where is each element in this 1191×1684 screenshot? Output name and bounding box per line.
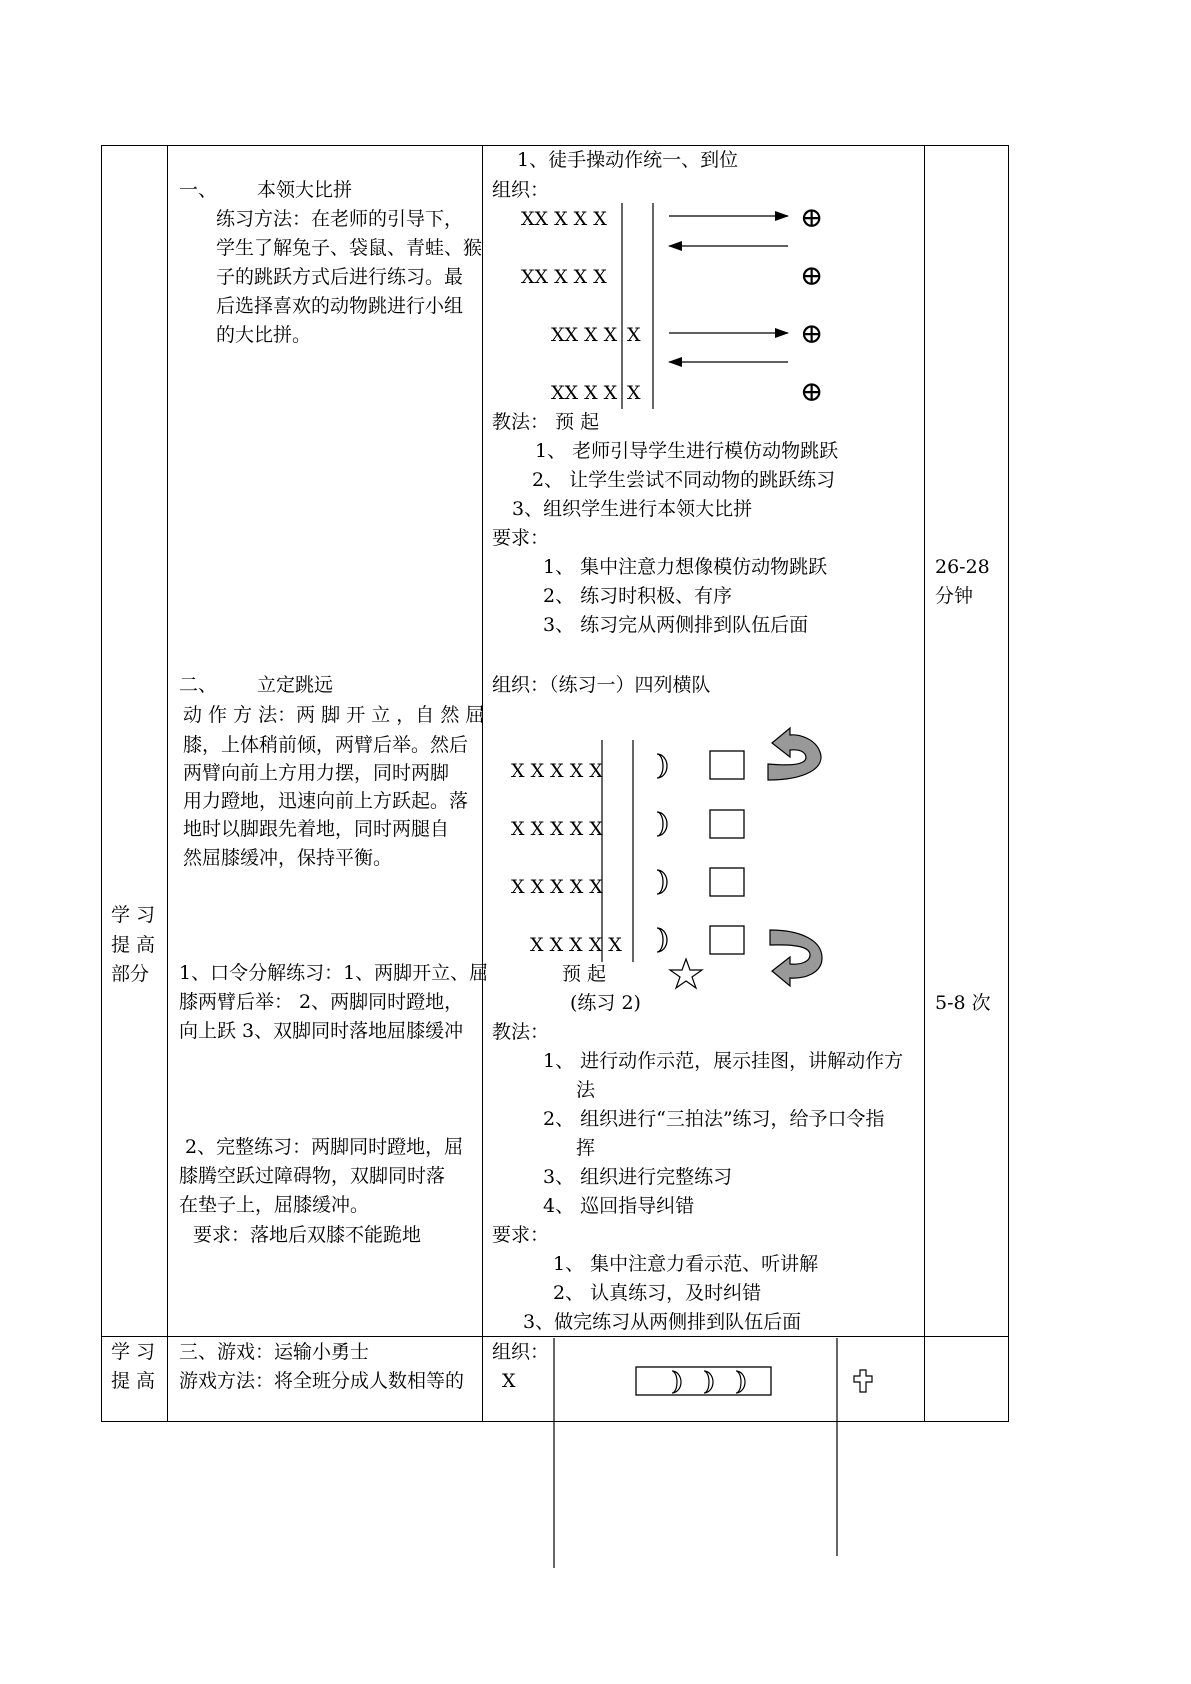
obstacle-icon <box>657 870 667 894</box>
p4-line: 要求：落地后双膝不能跪地 <box>193 1224 422 1246</box>
p4-line: 2、完整练习：两脚同时蹬地，屈 <box>185 1136 464 1158</box>
repetition-count: 5-8 次 <box>935 992 991 1014</box>
p1-line: 练习方法：在老师的引导下， <box>216 208 464 230</box>
mat-icon <box>710 751 744 779</box>
obstacle-icon <box>672 1371 681 1393</box>
mat-icon <box>710 868 744 896</box>
r2-step: 挥 <box>576 1137 596 1159</box>
section-label-line: 学 习 <box>111 1341 156 1363</box>
p2-line: 动 作 方 法：两 脚 开 立 ，自 然 屈 <box>183 704 485 726</box>
p5-line: 三、游戏：运输小勇士 <box>179 1341 370 1363</box>
p2-line: 地时以脚跟先着地，同时两腿自 <box>183 818 450 840</box>
r1-row: XX X X <box>551 324 618 346</box>
return-arrow-icon <box>770 930 822 986</box>
r1-method-label: 教法： 预 起 <box>492 411 600 433</box>
r1-row: XX X X X <box>521 208 607 230</box>
r2-req: 2、 认真练习，及时纠错 <box>553 1282 762 1304</box>
obstacle-icon <box>704 1371 713 1393</box>
obstacle-icon <box>657 928 667 952</box>
r1-req: 3、 练习完从两侧排到队伍后面 <box>543 614 809 636</box>
time-range: 26-28 <box>935 556 990 578</box>
r2-step: 1、 进行动作示范，展示挂图，讲解动作方 <box>543 1050 904 1072</box>
r2-row: X X X X X <box>511 818 603 840</box>
mat-icon <box>710 810 744 838</box>
cargo-box <box>636 1367 771 1395</box>
mat-icon <box>710 926 744 954</box>
p1-line: 学生了解兔子、袋鼠、青蛙、猴 <box>216 237 483 259</box>
p4-line: 膝腾空跃过障碍物，双脚同时落 <box>179 1165 446 1187</box>
r3-org-label: 组织： <box>492 1341 550 1363</box>
r2-method-label: 教法： <box>492 1021 550 1043</box>
r1-req: 1、 集中注意力想像模仿动物跳跃 <box>543 556 828 578</box>
p4-line: 在垫子上，屈膝缓冲。 <box>179 1194 370 1216</box>
r2-step: 4、 巡回指导纠错 <box>543 1195 695 1217</box>
r1-req: 2、 练习时积极、有序 <box>543 585 733 607</box>
r1-req-label: 要求： <box>492 527 550 549</box>
p1-line: 子的跳跃方式后进行练习。最 <box>216 266 464 288</box>
r2-req-label: 要求： <box>492 1224 550 1246</box>
p5-line: 游戏方法：将全班分成人数相等的 <box>179 1370 465 1392</box>
r1-row: XX X X <box>551 382 618 404</box>
r2-ex2-label: (练习 2) <box>570 992 641 1014</box>
r1-x: X <box>627 382 641 404</box>
p3-line: 1、口令分解练习：1、两脚开立、屈 <box>179 962 489 984</box>
p2-line: 用力蹬地，迅速向前上方跃起。落 <box>183 790 469 812</box>
p2-title: 立定跳远 <box>257 674 334 696</box>
r3-x: X <box>502 1370 516 1392</box>
obstacle-icon <box>736 1371 745 1393</box>
time-unit: 分钟 <box>935 585 974 607</box>
r2-start-label: 预 起 <box>562 963 607 985</box>
target-icon: ⊕ <box>800 259 824 292</box>
r2-step: 2、 组织进行“三拍法”练习，给予口令指 <box>543 1108 885 1130</box>
section-label-line: 提 高 <box>111 934 156 956</box>
r2-req: 3、做完练习从两侧排到队伍后面 <box>523 1311 802 1333</box>
p2-line: 膝，上体稍前倾，两臂后举。然后 <box>183 734 469 756</box>
section-label-line: 提 高 <box>111 1370 156 1392</box>
target-icon: ⊕ <box>800 317 824 350</box>
r2-step: 3、 组织进行完整练习 <box>543 1166 733 1188</box>
p3-line: 向上跃 3、双脚同时落地屈膝缓冲 <box>179 1020 464 1042</box>
p2-line: 然屈膝缓冲，保持平衡。 <box>183 847 393 869</box>
p3-line: 膝两臂后举： 2、两脚同时蹬地， <box>179 991 464 1013</box>
r2-row: X X X X X <box>511 760 603 782</box>
p1-title: 本领大比拼 <box>257 179 353 201</box>
section-label-line: 部分 <box>111 963 150 985</box>
section-label-line: 学 习 <box>111 904 156 926</box>
obstacle-icon <box>657 754 667 778</box>
r1-top-line: 1、徒手操动作统一、到位 <box>517 149 739 171</box>
p2-line: 两臂向前上方用力摆，同时两脚 <box>183 762 450 784</box>
r1-x: X <box>627 324 641 346</box>
p1-title-number: 一、 <box>179 179 218 201</box>
r1-org-label: 组织： <box>492 179 550 201</box>
p1-line: 的大比拼。 <box>216 324 312 346</box>
r1-step: 3、组织学生进行本领大比拼 <box>512 498 753 520</box>
target-icon: ⊕ <box>800 201 824 234</box>
p2-title-number: 二、 <box>179 674 218 696</box>
obstacle-icon <box>657 812 667 836</box>
r1-row: XX X X X <box>521 266 607 288</box>
return-arrow-icon <box>768 728 821 780</box>
flag-cross-icon <box>854 1370 872 1392</box>
p1-line: 后选择喜欢的动物跳进行小组 <box>216 295 464 317</box>
r2-row: X X X X X <box>530 934 622 956</box>
r2-row: X X X X X <box>511 876 603 898</box>
r2-req: 1、 集中注意力看示范、听讲解 <box>553 1253 819 1275</box>
star-icon <box>670 959 702 988</box>
r2-org-label: 组织：（练习一）四列横队 <box>492 674 711 696</box>
r1-step: 2、 让学生尝试不同动物的跳跃练习 <box>532 469 836 491</box>
r1-step: 1、 老师引导学生进行模仿动物跳跃 <box>535 440 839 462</box>
target-icon: ⊕ <box>800 375 824 408</box>
r2-step: 法 <box>576 1079 596 1101</box>
